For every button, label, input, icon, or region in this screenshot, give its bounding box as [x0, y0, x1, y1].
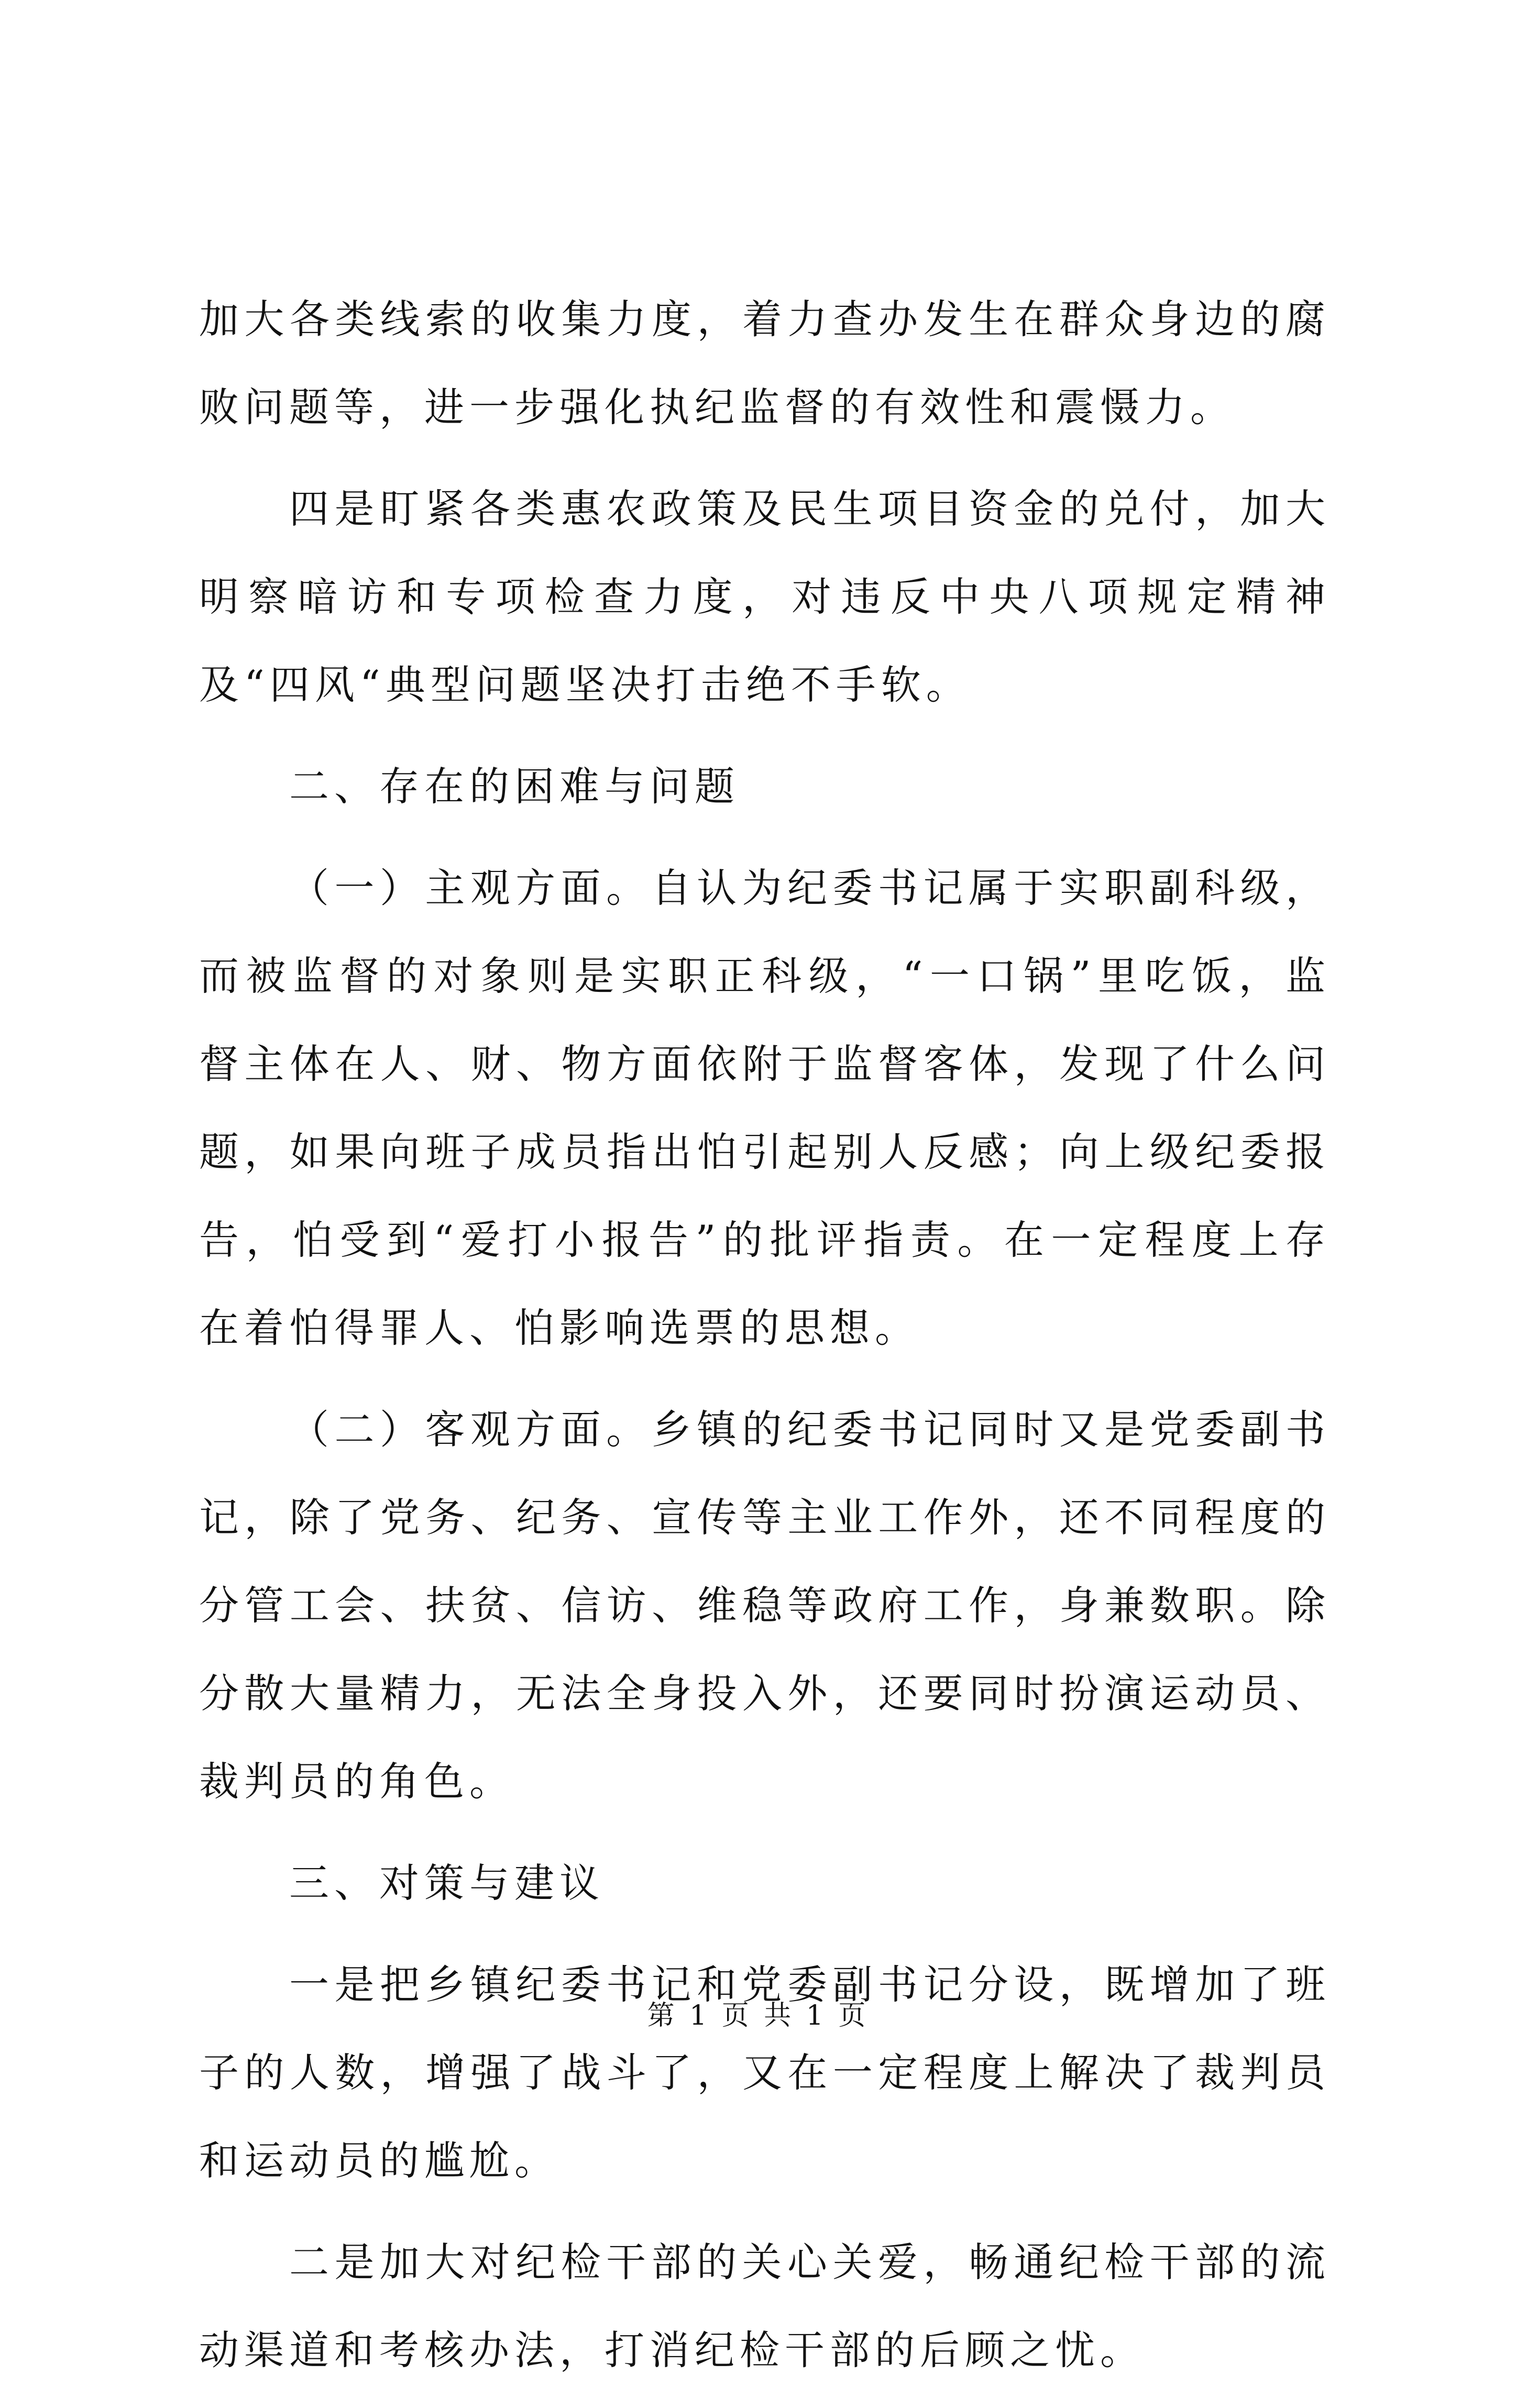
- paragraph-suggestion-one: 一是把乡镇纪委书记和党委副书记分设，既增加了班子的人数，增强了战斗了，又在一定程度上解决了裁判员和运动员的尴尬。: [199, 1961, 1331, 2184]
- paragraph-suggestion-two: 二是加大对纪检干部的关心关爱，畅通纪检干部的流动渠道和考核办法，打消纪检干部的后顾之忧。: [199, 2239, 1331, 2373]
- page-footer: 第 1 页 共 1 页: [647, 2000, 869, 2031]
- paragraph-item-four: 四是盯紧各类惠农政策及民生项目资金的兑付，加大明察暗访和专项检查力度，对违反中央八项规定精神及“四风“典型问题坚决打击绝不手软。: [199, 485, 1331, 708]
- section-heading-suggestions: 三、对策与建议: [289, 1860, 605, 1906]
- paragraph-objective: （二）客观方面。乡镇的纪委书记同时又是党委副书记，除了党务、纪务、宣传等主业工作外，还不同程度的分管工会、扶贫、信访、维稳等政府工作，身兼数职。除分散大量精力，无法全身投入外，还要同时扮演运动员、裁判员的角色。: [199, 1406, 1331, 1805]
- paragraph-continued: 加大各类线索的收集力度，着力查办发生在群众身边的腐败问题等，进一步强化执纪监督的有效性和震慑力。: [199, 296, 1331, 430]
- document-body: [199, 275, 1331, 2408]
- section-heading-difficulties: 二、存在的困难与问题: [289, 763, 740, 810]
- paragraph-subjective: （一）主观方面。自认为纪委书记属于实职副科级，而被监督的对象则是实职正科级，“一口锅”里吃饭，监督主体在人、财、物方面依附于监督客体，发现了什么问题，如果向班子成员指出怕引起别人反感；向上级纪委报告，怕受到“爱打小报告”的批评指责。在一定程度上存在着怕得罪人、怕影响选票的思想。: [199, 865, 1331, 1351]
